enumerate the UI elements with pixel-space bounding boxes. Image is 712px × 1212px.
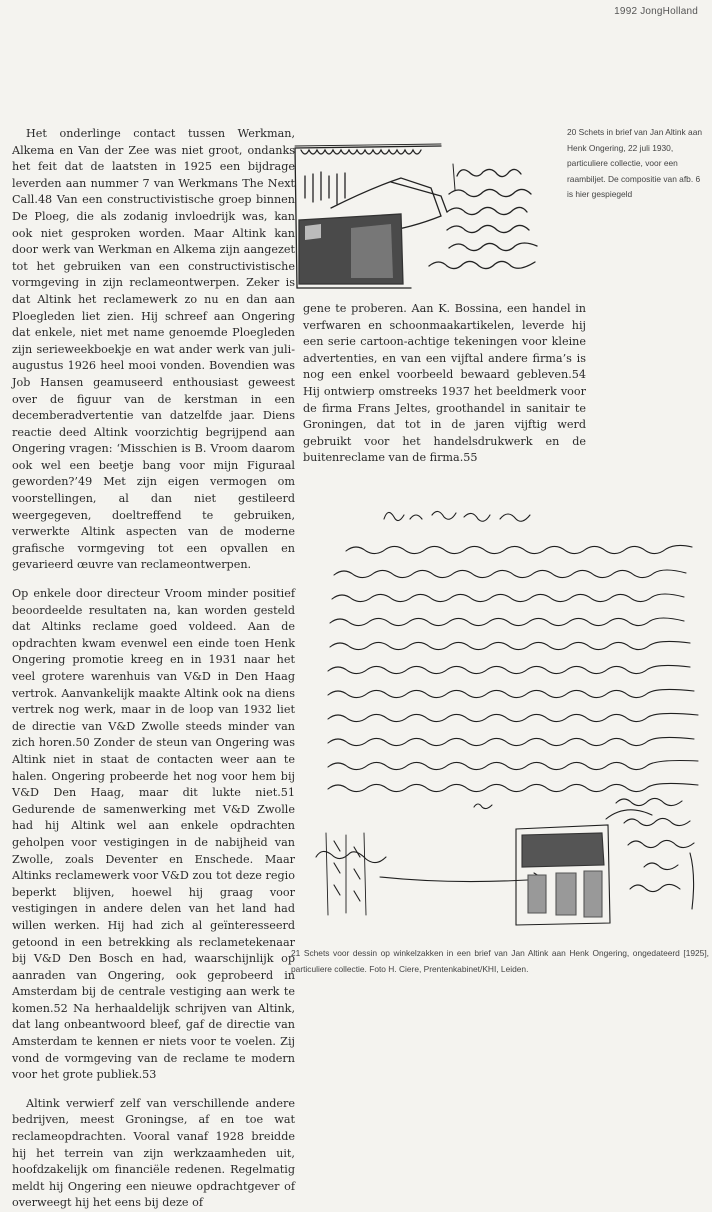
left-text-column (12, 126, 295, 1212)
paragraph: Altink verwierf zelf van verschillende andere bedrijven, meest Groningse, af en toe wat reclameopdrachten. Vooral vanaf 1928 breidde hij het terrein van zijn werkzaamheden uit, hoofdzakelijk om financiële redenen. Regelmatig meldt hij Ongering een nieuwe opdrachtgever of overweegt hij het eens bij deze of (12, 1096, 295, 1210)
page-header: 1992 JongHolland (614, 6, 698, 17)
paragraph: gene te proberen. Aan K. Bossina, een handel in verfwaren en schoonmaakartikelen, leverde hij een serie cartoon-achtige tekeningen voor kleine advertenties, en van een vijftal andere firma’s is nog een enkel voorbeeld bewaard gebleven.54 Hij ontwierp omstreeks 1937 het beeldmerk voor de firma Frans Jeltes, groothandel in sanitair te Groningen, dat tot in de jaren vijftig werd gebruikt voor het handelsdrukwerk en de buitenreclame van de firma.55 (303, 302, 586, 465)
figure-21-letter (306, 503, 706, 931)
paragraph: Op enkele door directeur Vroom minder positief beoordeelde resultaten na, kan worden gesteld dat Altinks reclame goed voldeed. Aan de opdrachten kwam evenwel een einde toen Henk Ongering promotie kreeg en in 1931 naar het veel grotere warenhuis van V&D in Den Haag vertrok. Aanvankelijk maakte Altink ook na diens vertrek nog werk, maar in de loop van 1932 liet de directie van V&D Zwolle steeds minder van zich horen.50 Zonder de steun van Ongering was Altink niet in staat de contacten weer aan te halen. Ongering probeerde het nog voor hem bij V&D Den Haag, maar dit lukte niet.51 Gedurende de samenwerking met V&D Zwolle had hij Altink wel aan enkele opdrachten geholpen voor vestigingen in de nabijheid van Zwolle, zoals Deventer en Enschede. Maar Altinks reclamewerk voor V&D zou tot deze regio beperkt blijven, hoewel hij graag voor vestigingen in andere delen van het land had willen werken. Hij had zich al geïnteresseerd getoond in een betrekking als reclametekenaar bij V&D Den Bosch en had, waarschijnlijk op aanraden van Ongering, ook geprobeerd in Amsterdam bij de centrale vestiging aan werk te komen.52 Na herhaaldelijk schrijven van Altink, dat lang onbeantwoord bleef, gaf de directie van Amsterdam te kennen er niets voor te voelen. Zij vond de vormgeving van de reclame te modern voor het grote publiek.53 (12, 587, 295, 1082)
right-text-column (303, 301, 586, 467)
caption-figure-20: 20 Schets in brief van Jan Altink aan Henk Ongering, 22 juli 1930, particuliere collectie, voor een raambiljet. De compositie van afb. 6 is hier gespiegeld (567, 127, 703, 200)
paragraph: Het onderlinge contact tussen Werkman, Alkema en Van der Zee was niet groot, ondanks het feit dat de laatsten in 1925 een bijdrage leverden aan nummer 7 van Werkmans The Next Call.48 Van een constructivistische groep binnen De Ploeg, die als zodanig invloedrijk was, kan ook niet gesproken worden. Maar Altink kan door werk van Werkman en Alkema zijn aangezet tot het gebruiken van een constructivistische vormgeving in zijn reclameontwerpen. Zeker is dat Altink het reclamewerk zo nu en dan aan Ploegleden liet zien. Hij schreef aan Ongering dat enkele, niet met name genoemde Ploegleden zijn serieweekboekje en wat ander werk van juli-augustus 1926 heel mooi vonden. Bovendien was Job Hansen geamuseerd enthousiast geweest over de figuur van de kerstman in een decemberadvertentie van datzelfde jaar. Diens reactie deed Altink voorzichtig begrijpend aan Ongering vragen: ‘Misschien is B. Vroom daarom ook wel een beetje bang voor mijn Figuraal geworden?’49 Met zijn eigen vermogen om voorstellingen, al dan niet gestileerd weergegeven, doeltreffend te gebruiken, verwerkte Altink aspecten van de moderne grafische vormgeving tot een opvallen en gevarieerd œuvre van reclameontwerpen. (12, 127, 295, 572)
figure-20-sketch (291, 128, 546, 291)
caption-figure-21: 21 Schets voor dessin op winkelzakken in een brief van Jan Altink aan Henk Ongering, ongedateerd [1925], particuliere collectie. Foto H. Ciere, Prentenkabinet/KHI, Leiden. (291, 948, 709, 974)
